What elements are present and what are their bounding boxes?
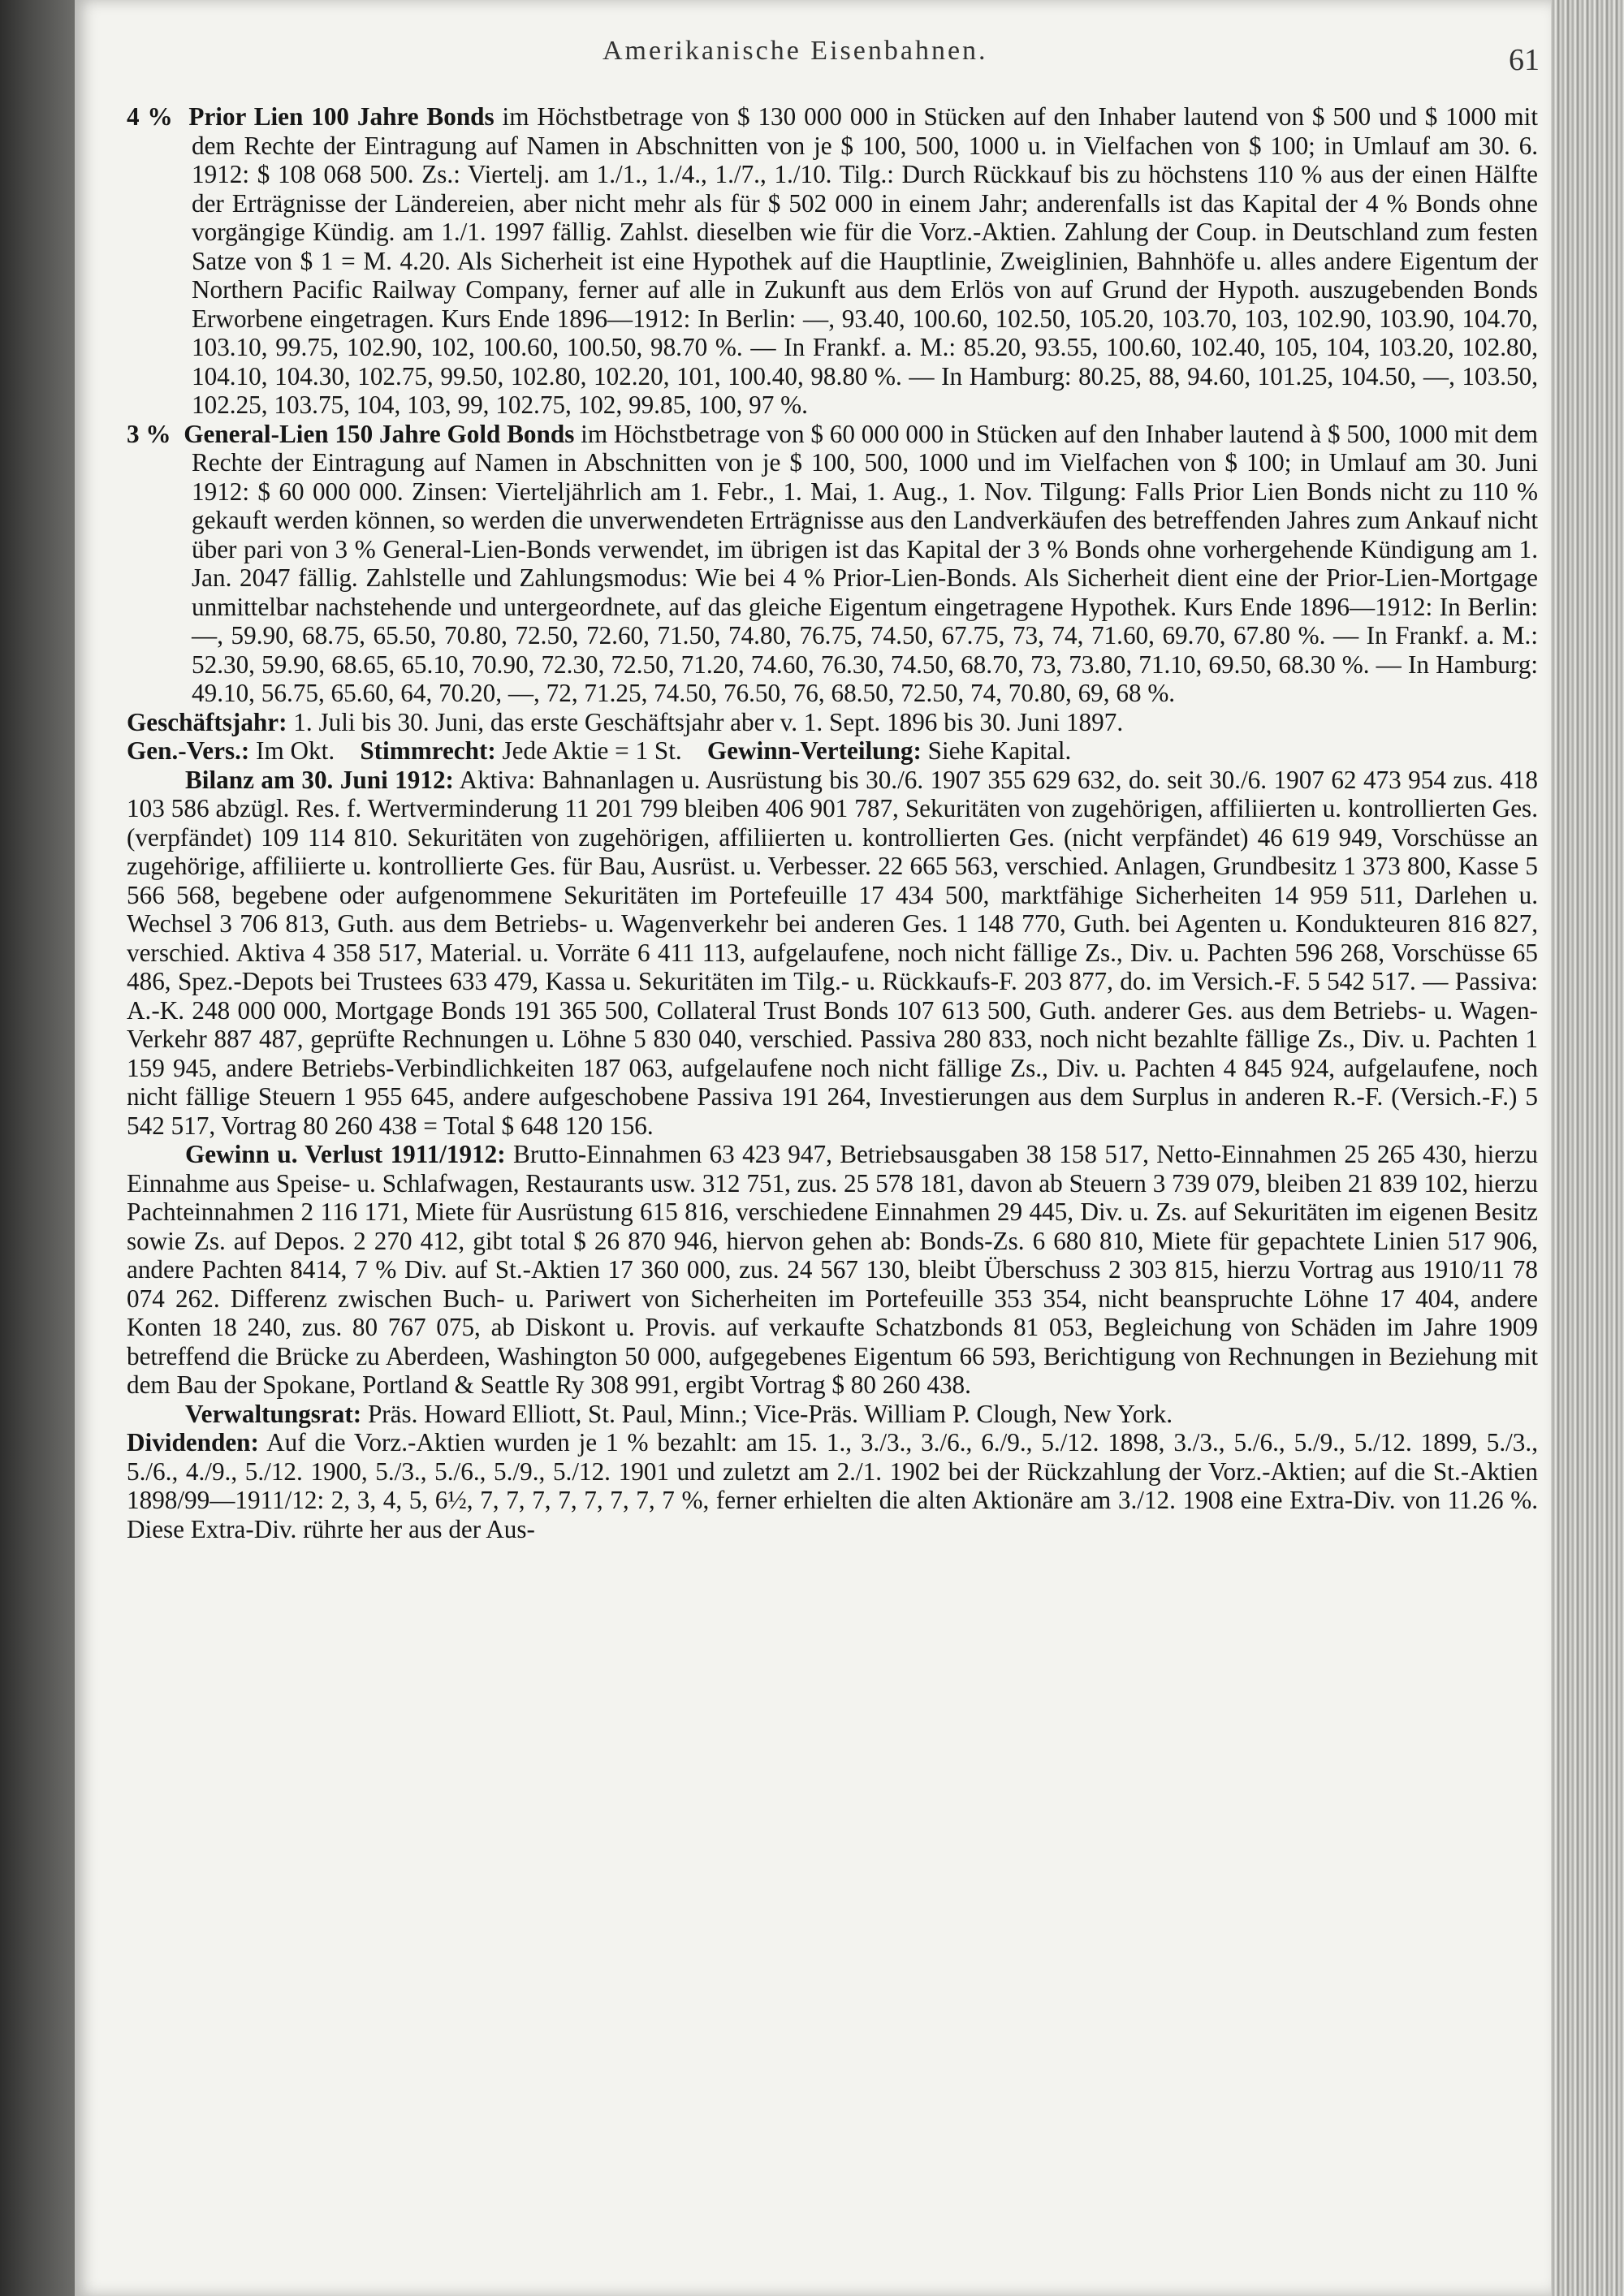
paragraph-title: Prior Lien 100 Jahre Bonds xyxy=(188,102,495,131)
paragraph-text: Auf die Vorz.-Aktien wurden je 1 % bezahlt: am 15. 1., 3./3., 3./6., 6./9., 5./12. 1898, 3./3., 5./6., 5./9., 5./12. 1899, 5./3., 5./6., 4./9., 5./12. 1900, 5./3., 5./6., 5./9., 5./12. 1901 und zuletzt am 2./1. 1902 bei der Rückzahlung der Vorz.-Aktien; auf die St.-Aktien 1898/99—1911/12: 2, 3, 4, 5, 6½, 7, 7, 7, 7, 7, 7, 7, 7 %, ferner erhielten die alten Aktionäre am 3./12. 1908 eine Extra-Div. von 11.26 %. Diese Extra-Div. rührte her aus der Aus- xyxy=(127,1428,1538,1543)
paragraph-text: Brutto-Einnahmen 63 423 947, Betriebsausgaben 38 158 517, Netto-Einnahmen 25 265 430, hierzu Einnahme aus Speise- u. Schlafwagen, Restaurants usw. 312 751, zus. 25 578 181, davon ab Steuern 3 739 079, bleiben 21 839 102, hierzu Pachteinnahmen 2 116 171, Miete für Ausrüstung 615 816, verschiedene Einnahmen 29 445, Div. u. Zs. auf Sekuritäten im eigenen Besitz sowie Zs. auf Depos. 2 270 412, gibt total $ 26 870 946, hiervon gehen ab: Bonds-Zs. 6 680 810, Miete für gepachtete Linien 517 906, andere Pachten 8414, 7 % Div. auf St.-Aktien 17 360 000, zus. 24 567 130, bleibt Überschuss 2 303 815, hierzu Vortrag aus 1910/11 78 074 262. Differenz zwischen Buch- u. Pariwert von Sicherheiten im Portefeuille 353 354, nicht beanspruchte Löhne 17 404, andere Konten 18 240, zus. 80 767 075, ab Diskont u. Provis. auf verkaufte Schatzbonds 81 053, Begleichung von Schäden im Jahre 1909 betreffend die Brücke zu Aberdeen, Washington 50 000, aufgegebenes Eigentum 66 593, Berichtigung von Rechnungen in Beziehung mit dem Bau der Spokane, Portland & Seattle Ry 308 991, ergibt Vortrag $ 80 260 438. xyxy=(127,1140,1539,1399)
general-lien-bonds-paragraph xyxy=(127,420,1538,708)
profit-loss-paragraph xyxy=(127,1140,1538,1400)
body-text xyxy=(127,102,1538,1543)
balance-sheet-paragraph xyxy=(127,766,1538,1141)
paragraph-title: Gen.-Vers.: xyxy=(127,736,250,765)
running-header: Amerikanische Eisenbahnen. xyxy=(603,36,988,66)
paragraph-text: im Höchstbetrage von $ 60 000 000 in Stücken auf den Inhaber lautend à $ 500, 1000 mit dem Rechte der Eintragung auf Namen in Abschnitten von je $ 100, 500, 1000 und im Vielfachen von $ 100; in Umlauf am 30. Juni 1912: $ 60 000 000. Zinsen: Vierteljährlich am 1. Febr., 1. Mai, 1. Aug., 1. Nov. Tilgung: Falls Prior Lien Bonds nicht zu 110 % gekauft werden können, so werden die unverwendeten Erträgnisse aus den Landverkäufen des betreffenden Jahres zum Ankauf nicht über pari von 3 % General-Lien-Bonds verwendet, im übrigen ist das Kapital der 3 % Bonds ohne vorhergehende Kündigung am 1. Jan. 2047 fällig. Zahlstelle und Zahlungsmodus: Wie bei 4 % Prior-Lien-Bonds. Als Sicherheit dient eine der Prior-Lien-Mortgage unmittelbar nachstehende und untergeordnete, auf das gleiche Eigentum eingetragene Hypothek. Kurs Ende 1896—1912: In Berlin: —, 59.90, 68.75, 65.50, 70.80, 72.50, 72.60, 71.50, 74.80, 76.75, 74.50, 67.75, 73, 74, 71.60, 69.70, 67.80 %. — In Frankf. a. M.: 52.30, 59.90, 68.65, 65.10, 70.90, 72.30, 72.50, 71.20, 74.60, 76.30, 74.50, 68.70, 73, 73.80, 71.10, 69.50, 68.30 %. — In Hamburg: 49.10, 56.75, 65.60, 64, 70.20, —, 72, 71.25, 74.50, 76.50, 76, 68.50, 72.50, 74, 70.80, 69, 68 %. xyxy=(192,419,1539,707)
page-number: 61 xyxy=(1509,43,1540,77)
dividends-paragraph xyxy=(127,1428,1538,1543)
interest-rate: 3 % xyxy=(127,419,171,448)
paragraph-text: Aktiva: Bahnanlagen u. Ausrüstung bis 30./6. 1907 355 629 632, do. seit 30./6. 1907 62 473 954 zus. 418 103 586 abzügl. Res. f. Wertverminderung 11 201 799 bleiben 406 901 787, Sekuritäten von zugehörigen, affiliierten u. kontrollierten Ges. (verpfändet) 109 114 810. Sekuritäten von zugehörigen, affiliierten u. kontrollierten Ges. (nicht verpfändet) 46 619 949, Vorschüsse an zugehörige, affiliierte u. kontrollierte Ges. für Bau, Ausrüst. u. Verbesser. 22 665 563, verschied. Anlagen, Grundbesitz 1 373 800, Kasse 5 566 568, begebene oder aufgenommene Sekuritäten im Portefeuille 17 434 500, marktfähige Sicherheiten 14 959 511, Darlehen u. Wechsel 3 706 813, Guth. aus dem Betriebs- u. Wagenverkehr bei anderen Ges. 1 148 770, Guth. bei Agenten u. Kondukteuren 816 827, verschied. Aktiva 4 358 517, Material. u. Vorräte 6 411 113, aufgelaufene, noch nicht fällige Zs., Div. u. Pachten 596 268, Vorschüsse 65 486, Spez.-Depots bei Trustees 633 479, Kassa u. Sekuritäten im Tilg.- u. Rückkaufs-F. 203 877, do. im Versich.-F. 5 542 517. — Passiva: A.-K. 248 000 000, Mortgage Bonds 191 365 500, Collateral Trust Bonds 107 613 500, Guth. anderer Ges. aus dem Betriebs- u. Wagen-Verkehr 887 487, geprüfte Rechnungen u. Löhne 5 830 040, verschied. Passiva 280 833, noch nicht bezahlte fällige Zs., Div. u. Pachten 1 159 945, andere Betriebs-Verbindlichkeiten 187 063, aufgelaufene noch nicht fällige Zs., Div. u. Pachten 4 845 924, aufgelaufene, noch nicht fällige Steuern 1 955 645, andere aufgeschobene Passiva 191 264, Investierungen aus dem Surplus in anderen R.-F. (Versich.-F.) 5 542 517, Vortrag 80 260 438 = Total $ 648 120 156. xyxy=(127,765,1538,1140)
paragraph-text: 1. Juli bis 30. Juni, das erste Geschäftsjahr aber v. 1. Sept. 1896 bis 30. Juni 1897. xyxy=(287,707,1124,736)
general-meeting-paragraph xyxy=(127,736,1538,766)
document-page xyxy=(75,0,1551,2296)
paragraph-text: Präs. Howard Elliott, St. Paul, Minn.; Vice-Präs. William P. Clough, New York. xyxy=(361,1399,1173,1428)
paragraph-title: General-Lien 150 Jahre Gold Bonds xyxy=(184,419,575,448)
paragraph-title: Gewinn u. Verlust 1911/1912: xyxy=(185,1140,506,1168)
voting-rights-title: Stimmrecht: xyxy=(360,736,496,765)
scan-right-edge xyxy=(1551,0,1624,2296)
scan-left-edge xyxy=(0,0,75,2296)
interest-rate: 4 % xyxy=(127,102,173,131)
paragraph-title: Verwaltungsrat: xyxy=(185,1399,362,1428)
profit-distribution-text: Siehe Kapital. xyxy=(921,736,1072,765)
paragraph-text: Im Okt. xyxy=(249,736,335,765)
paragraph-text: im Höchstbetrage von $ 130 000 000 in Stücken auf den Inhaber lautend von $ 500 und $ 1000 mit dem Rechte der Eintragung auf Namen in Abschnitten von je $ 100, 500, 1000 u. in Vielfachen von $ 100; in Umlauf am 30. 6. 1912: $ 108 068 500. Zs.: Viertelj. am 1./1., 1./4., 1./7., 1./10. Tilg.: Durch Rückkauf bis zu höchstens 110 % aus der einen Hälfte der Erträgnisse der Ländereien, aber nicht mehr als für $ 502 000 in einem Jahr; anderenfalls ist das Kapital der 4 % Bonds ohne vorgängige Kündig. am 1./1. 1997 fällig. Zahlst. dieselben wie für die Vorz.-Aktien. Zahlung der Coup. in Deutschland zum festen Satze von $ 1 = M. 4.20. Als Sicherheit ist eine Hypothek auf die Hauptlinie, Zweiglinien, Bahnhöfe u. alles andere Eigentum der Northern Pacific Railway Company, ferner auf alle in Zukunft aus dem Erlös von auf Grund der Hypoth. auszugebenden Bonds Erworbene eingetragen. Kurs Ende 1896—1912: In Berlin: —, 93.40, 100.60, 102.50, 105.20, 103.70, 103, 102.90, 103.90, 104.70, 103.10, 99.75, 102.90, 102, 100.60, 100.50, 98.70 %. — In Frankf. a. M.: 85.20, 93.55, 100.60, 102.40, 105, 104, 103.20, 102.80, 104.10, 104.30, 102.75, 99.50, 102.80, 102.20, 101, 100.40, 98.80 %. — In Hamburg: 80.25, 88, 94.60, 101.25, 104.50, —, 103.50, 102.25, 103.75, 104, 103, 99, 102.75, 102, 99.85, 100, 97 %. xyxy=(192,102,1538,419)
voting-rights-text: Jede Aktie = 1 St. xyxy=(495,736,682,765)
paragraph-title: Bilanz am 30. Juni 1912: xyxy=(185,765,454,794)
profit-distribution-title: Gewinn-Verteilung: xyxy=(706,736,922,765)
paragraph-title: Dividenden: xyxy=(127,1428,259,1457)
fiscal-year-paragraph xyxy=(127,708,1538,737)
prior-lien-bonds-paragraph xyxy=(127,102,1538,420)
paragraph-title: Geschäftsjahr: xyxy=(127,707,287,736)
board-paragraph xyxy=(127,1400,1538,1429)
